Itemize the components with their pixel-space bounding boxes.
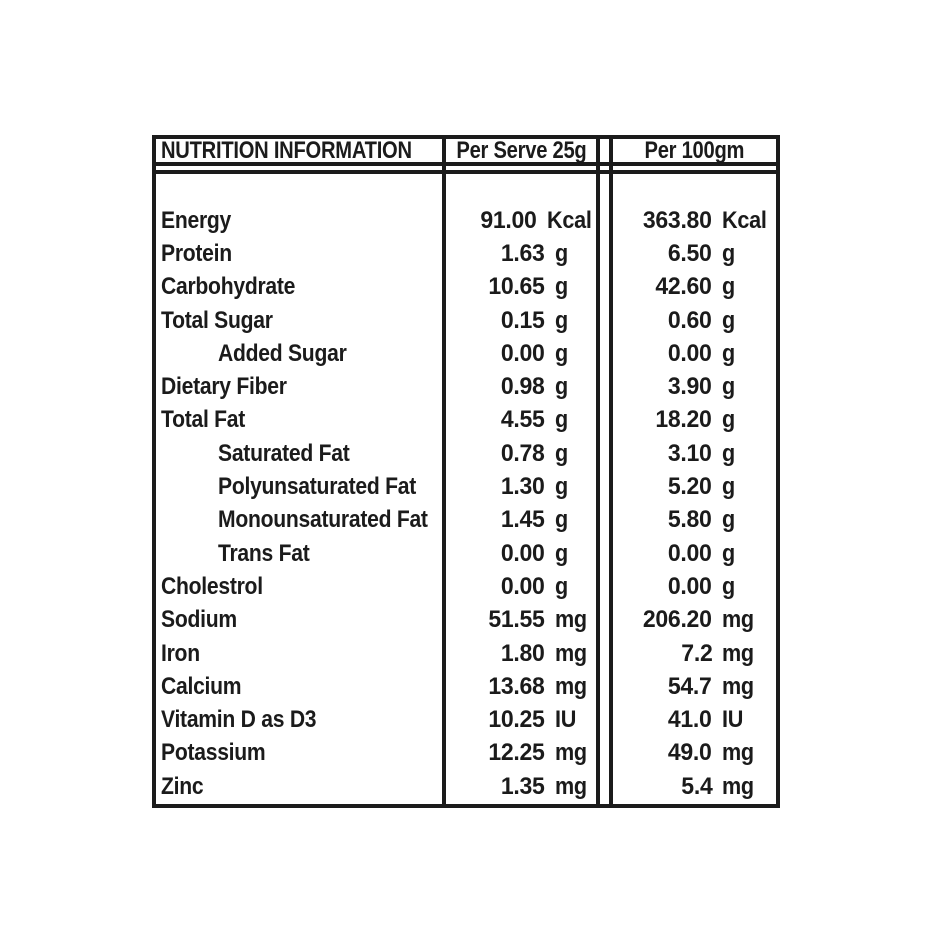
nutrient-label: Saturated Fat	[218, 439, 350, 467]
per-serve-value-number: 51.55	[488, 606, 545, 634]
per-serve-value-unit: mg	[555, 606, 587, 634]
per-serve-value-number: 0.00	[501, 539, 545, 567]
per-100gm-value	[613, 504, 776, 537]
nutrient-label: Added Sugar	[218, 339, 347, 367]
per-100gm-value	[613, 304, 776, 337]
per-100gm-value-unit: g	[722, 473, 735, 501]
per-serve-value-unit: mg	[555, 772, 587, 800]
nutrient-label: Vitamin D as D3	[161, 706, 317, 734]
per-100gm-value-number: 6.50	[668, 239, 712, 267]
per-serve-values-column	[446, 204, 596, 803]
per-100gm-value-unit: g	[722, 339, 735, 367]
per-100gm-value	[613, 737, 776, 770]
nutrient-label: Polyunsaturated Fat	[218, 473, 417, 501]
per-100gm-value-number: 5.4	[680, 772, 712, 800]
per-100gm-value-unit: g	[722, 306, 735, 334]
per-serve-value-unit: g	[555, 239, 568, 267]
nutrient-label: Potassium	[161, 739, 266, 767]
per-serve-value	[446, 703, 596, 736]
nutrient-label: Total Sugar	[161, 306, 273, 334]
per-100gm-value	[613, 703, 776, 736]
per-100gm-value-number: 3.10	[668, 439, 712, 467]
per-100gm-value-unit: g	[722, 406, 735, 434]
per-100gm-value-number: 49.0	[668, 739, 712, 767]
per-serve-value-number: 13.68	[488, 672, 545, 700]
per-100gm-value-number: 5.80	[668, 506, 712, 534]
nutrient-label: Iron	[161, 639, 200, 667]
header-per-100gm-text: Per 100gm	[644, 136, 745, 164]
per-100gm-value	[613, 370, 776, 403]
per-serve-value-unit: IU	[555, 706, 577, 734]
per-100gm-value-number: 42.60	[655, 273, 712, 301]
per-100gm-value-number: 54.7	[668, 672, 712, 700]
per-serve-value	[446, 370, 596, 403]
per-100gm-value-unit: mg	[722, 606, 754, 634]
per-100gm-value	[613, 470, 776, 503]
per-100gm-value-unit: IU	[722, 706, 744, 734]
per-100gm-value-unit: mg	[722, 739, 754, 767]
per-serve-value-unit: mg	[555, 739, 587, 767]
per-serve-value-unit: g	[555, 473, 568, 501]
per-serve-value-number: 0.78	[501, 439, 545, 467]
nutrition-table	[152, 135, 780, 808]
per-serve-value	[446, 637, 596, 670]
per-100gm-value-unit: mg	[722, 672, 754, 700]
per-serve-value-number: 12.25	[488, 739, 545, 767]
header-per-serve-25g	[446, 136, 596, 164]
per-serve-value-unit: Kcal	[546, 206, 592, 234]
nutrient-label: Sodium	[161, 606, 237, 634]
per-100gm-value-number: 363.80	[643, 206, 712, 234]
per-serve-value	[446, 504, 596, 537]
nutrient-label: Cholestrol	[161, 572, 263, 600]
per-serve-value-number: 0.15	[501, 306, 545, 334]
per-100gm-value-number: 41.0	[668, 706, 712, 734]
per-100gm-value	[613, 337, 776, 370]
per-serve-value	[446, 537, 596, 570]
header-per-serve-text: Per Serve 25g	[455, 136, 587, 164]
nutrient-label: Protein	[161, 239, 232, 267]
per-100gm-value-unit: g	[722, 572, 735, 600]
per-serve-value-number: 0.98	[501, 373, 545, 401]
per-100gm-value-number: 18.20	[655, 406, 712, 434]
per-100gm-value	[613, 637, 776, 670]
per-100gm-value-unit: g	[722, 439, 735, 467]
per-100gm-value-number: 206.20	[643, 606, 712, 634]
per-100gm-value-number: 3.90	[668, 373, 712, 401]
per-serve-value	[446, 470, 596, 503]
per-serve-value-unit: g	[555, 406, 568, 434]
per-serve-value-unit: mg	[555, 639, 587, 667]
per-serve-value	[446, 404, 596, 437]
per-100gm-value-number: 7.2	[680, 639, 712, 667]
per-serve-value-number: 1.35	[501, 772, 545, 800]
header-title-text: NUTRITION INFORMATION	[161, 136, 412, 164]
per-100gm-value	[613, 204, 776, 237]
nutrient-label: Zinc	[161, 772, 204, 800]
per-100gm-value	[613, 237, 776, 270]
per-100gm-value-number: 0.60	[668, 306, 712, 334]
per-serve-value-number: 1.63	[501, 239, 545, 267]
per-serve-value-number: 1.30	[501, 473, 545, 501]
header-per-100gm	[613, 136, 776, 164]
per-serve-value-number: 4.55	[501, 406, 545, 434]
per-serve-value-number: 10.25	[488, 706, 545, 734]
per-serve-value-unit: g	[555, 572, 568, 600]
nutrient-label: Total Fat	[161, 406, 246, 434]
per-100gm-value-unit: g	[722, 273, 735, 301]
per-serve-value-number: 1.80	[501, 639, 545, 667]
per-serve-value-unit: g	[555, 339, 568, 367]
per-serve-value	[446, 737, 596, 770]
per-serve-value	[446, 770, 596, 803]
per-100gm-value-unit: g	[722, 539, 735, 567]
per-serve-value	[446, 337, 596, 370]
per-100gm-value-unit: Kcal	[722, 206, 767, 234]
column-divider-serve-100-outer	[596, 139, 600, 804]
per-100gm-value	[613, 437, 776, 470]
per-serve-value-number: 10.65	[488, 273, 545, 301]
per-100gm-value	[613, 271, 776, 304]
nutrient-label: Dietary Fiber	[161, 373, 287, 401]
per-100gm-value-unit: mg	[722, 639, 754, 667]
per-serve-value-unit: mg	[555, 672, 587, 700]
per-serve-value-unit: g	[555, 273, 568, 301]
per-100gm-value-unit: g	[722, 373, 735, 401]
nutrient-label: Calcium	[161, 672, 242, 700]
per-100gm-value	[613, 604, 776, 637]
per-100gm-value	[613, 670, 776, 703]
nutrient-labels-column	[156, 204, 442, 803]
per-100gm-value	[613, 770, 776, 803]
per-100gm-value	[613, 537, 776, 570]
nutrient-label: Monounsaturated Fat	[218, 506, 428, 534]
header-nutrition-information	[161, 136, 439, 164]
per-100gm-value	[613, 404, 776, 437]
per-serve-value	[446, 204, 596, 237]
per-serve-value	[446, 670, 596, 703]
per-serve-value-unit: g	[555, 539, 568, 567]
per-serve-value	[446, 304, 596, 337]
per-100gm-value-unit: mg	[722, 772, 754, 800]
per-100gm-value-number: 0.00	[668, 572, 712, 600]
per-serve-value-number: 91.00	[480, 206, 537, 234]
per-100gm-value-unit: g	[722, 239, 735, 267]
per-100gm-value-unit: g	[722, 506, 735, 534]
per-serve-value-unit: g	[555, 506, 568, 534]
per-serve-value	[446, 604, 596, 637]
per-serve-value-number: 1.45	[501, 506, 545, 534]
per-100gm-value-number: 0.00	[668, 539, 712, 567]
nutrient-label: Carbohydrate	[161, 273, 296, 301]
per-serve-value	[446, 437, 596, 470]
per-serve-value-unit: g	[555, 439, 568, 467]
per-serve-value-number: 0.00	[501, 339, 545, 367]
per-100gm-value-number: 5.20	[668, 473, 712, 501]
per-100gm-value	[613, 570, 776, 603]
per-serve-value-number: 0.00	[501, 572, 545, 600]
per-serve-value	[446, 570, 596, 603]
nutrient-label: Trans Fat	[218, 539, 310, 567]
per-100gm-value-number: 0.00	[668, 339, 712, 367]
per-serve-value	[446, 237, 596, 270]
per-serve-value	[446, 271, 596, 304]
per-100gm-values-column	[613, 204, 776, 803]
per-serve-value-unit: g	[555, 306, 568, 334]
per-serve-value-unit: g	[555, 373, 568, 401]
nutrient-label: Energy	[161, 206, 232, 234]
header-rule-inner	[156, 170, 776, 174]
